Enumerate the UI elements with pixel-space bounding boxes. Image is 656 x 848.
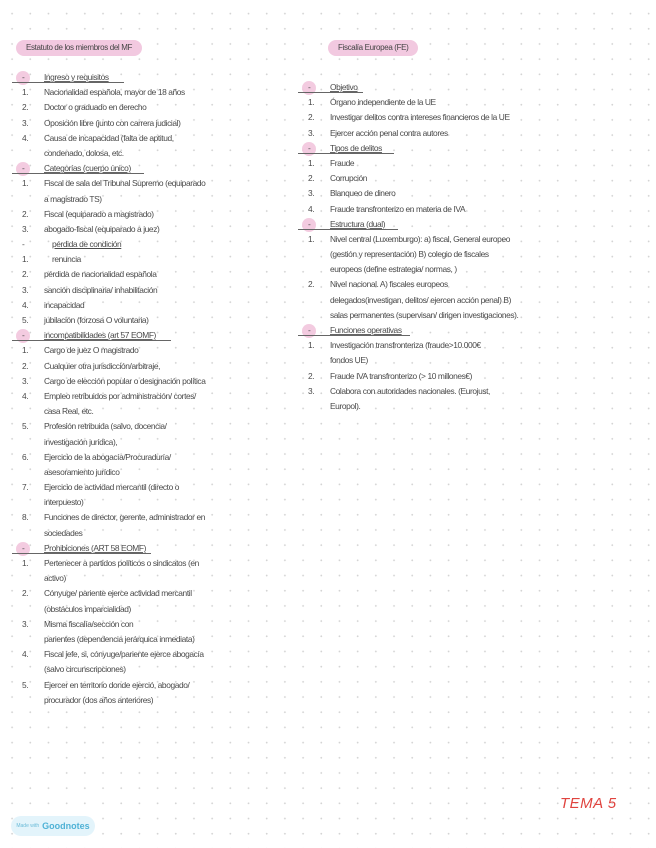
section-heading-text: Funciones operativas <box>330 325 402 335</box>
list-item <box>22 404 312 419</box>
item-number: 1. <box>308 233 315 244</box>
list-item <box>22 359 312 374</box>
item-number: 6. <box>22 451 29 462</box>
list-item <box>22 176 312 191</box>
list-item <box>308 384 648 399</box>
item-number: 4. <box>22 132 29 143</box>
item-text: Europol). <box>330 400 361 411</box>
item-text: Cargo de elección popular o designación política <box>44 375 206 386</box>
item-number: 2. <box>22 360 29 371</box>
list-item <box>22 526 312 541</box>
item-text: fondos UE) <box>330 355 368 366</box>
item-text: parientes (dependencia jerárquica inmediata) <box>44 633 195 644</box>
item-number: 2. <box>22 588 29 599</box>
item-text: Órgano independiente de la UE <box>330 97 436 108</box>
item-text: Investigación transfronteriza (fraude>10.000€ <box>330 340 481 351</box>
item-number: 4. <box>22 649 29 660</box>
item-text: Fraude IVA transfronterizo (> 10 millones€) <box>330 370 473 381</box>
section-heading <box>22 328 312 343</box>
item-number: 2. <box>22 102 29 113</box>
bullet-marker: - <box>22 542 25 553</box>
list-item <box>22 435 312 450</box>
list-item <box>22 480 312 495</box>
list-item <box>22 100 312 115</box>
item-text: Fiscal (equiparado a magistrado) <box>44 208 154 219</box>
item-text: Fiscal jefe, si, cónyuge/pariente ejerce abogacía <box>44 649 204 660</box>
list-item <box>22 116 312 131</box>
item-text: Ejercer acción penal contra autores <box>330 127 448 138</box>
item-number: 8. <box>22 512 29 523</box>
item-text: Cargo de juez O magistrado <box>44 345 139 356</box>
item-text: Pertenecer a partidos políticos o sindicatos (en <box>44 558 199 568</box>
item-text: activo) <box>44 573 66 584</box>
right-column <box>308 80 648 414</box>
list-item <box>22 283 312 298</box>
item-text: Ejercer en territorio donde ejerció, abogado/ <box>44 679 190 690</box>
list-item <box>308 95 648 110</box>
item-text: renuncia <box>52 254 81 265</box>
list-item <box>22 374 312 389</box>
item-number: 2. <box>308 279 315 290</box>
bullet-marker: - <box>308 142 311 153</box>
item-text: Empleo retribuidos por administración/ cortes/ <box>44 390 196 401</box>
list-item <box>22 556 312 571</box>
item-text: Fiscal de sala del Tribunal Supremo (equiparado <box>44 178 206 189</box>
list-item <box>22 207 312 222</box>
item-number: 3. <box>22 117 29 128</box>
item-text: delegados(investigan, delitos/ ejercen acción penal) B) <box>330 294 511 305</box>
item-number: 5. <box>22 315 29 325</box>
section-heading <box>308 80 648 95</box>
badge-prefix: Made with <box>16 823 40 829</box>
item-text: procurador (dos años anteriores) <box>44 694 154 705</box>
item-text: Misma fiscalía/sección con <box>44 618 134 629</box>
right-title: Fiscalía Europea (FE) <box>328 40 418 56</box>
badge-brand: Goodnotes <box>42 821 90 831</box>
item-number: 3. <box>22 618 29 629</box>
bullet-marker: - <box>308 325 311 335</box>
list-item <box>22 252 312 267</box>
item-number: 4. <box>308 203 315 214</box>
section-heading-text: Ingreso y requisitos <box>44 72 109 82</box>
section-heading-text: Estructura (dual) <box>330 218 386 229</box>
list-item <box>22 571 312 586</box>
list-item <box>22 343 312 358</box>
item-text: Profesión retribuida (salvo, docencia/ <box>44 421 167 432</box>
item-number: 5. <box>22 421 29 432</box>
list-item <box>308 110 648 125</box>
item-text: Blanqueo de dinero <box>330 188 396 199</box>
list-item <box>308 202 648 217</box>
list-item <box>22 389 312 404</box>
left-column <box>22 70 312 708</box>
item-text: (gestión y representación) B) colegio de fiscales <box>330 249 489 260</box>
item-number: 5. <box>22 679 29 690</box>
bullet-marker: - <box>22 330 25 341</box>
list-item <box>22 419 312 434</box>
list-item <box>22 237 312 252</box>
item-number: 1. <box>22 558 29 568</box>
item-text: pérdida de nacionalidad española <box>44 269 157 280</box>
bullet-marker: - <box>308 218 311 229</box>
list-item <box>308 277 648 292</box>
list-item <box>308 353 648 368</box>
item-number: 2. <box>22 208 29 219</box>
item-number: 2. <box>308 112 315 123</box>
item-number: 4. <box>22 390 29 401</box>
item-number: 3. <box>308 188 315 199</box>
item-text: interpuesto) <box>44 497 84 508</box>
bullet-marker: - <box>22 163 25 174</box>
section-heading <box>308 141 648 156</box>
list-item <box>308 399 648 414</box>
list-item <box>22 678 312 693</box>
item-number: 7. <box>22 482 29 493</box>
item-number: 4. <box>22 299 29 310</box>
item-number: 3. <box>22 284 29 295</box>
list-item <box>22 693 312 708</box>
item-number: 3. <box>308 385 315 396</box>
item-number: 1. <box>22 87 29 98</box>
item-text: Ejercicio de la abogacía/Procuraduría/ <box>44 451 171 462</box>
item-text: condenado, dolosa, etc. <box>44 147 124 158</box>
item-text: europeos (define estrategia/ normas, ) <box>330 264 457 275</box>
goodnotes-badge[interactable] <box>11 816 95 836</box>
item-number: - <box>22 239 25 250</box>
list-item <box>308 126 648 141</box>
list-item <box>22 602 312 617</box>
section-heading-text: Prohibiciones (ART 58 EOMF) <box>44 542 146 553</box>
item-text: Fraude transfronterizo en materia de IVA <box>330 203 466 214</box>
item-text: asesoramiento jurídico <box>44 466 120 477</box>
item-text: Fraude <box>330 157 355 168</box>
item-text: Cualquier otra jurisdicción/arbitraje, <box>44 360 161 371</box>
list-item <box>308 262 648 277</box>
item-text: casa Real, etc. <box>44 406 94 417</box>
list-item <box>22 632 312 647</box>
list-item <box>22 192 312 207</box>
item-text: abogado-fiscal (equiparado a juez) <box>44 223 160 234</box>
item-number: 3. <box>22 223 29 234</box>
item-text: Nivel nacional. A) fiscales europeos <box>330 279 448 290</box>
bullet-marker: - <box>308 82 311 92</box>
item-text: Oposición libre (junto con carrera judicial) <box>44 117 181 128</box>
item-text: incapacidad <box>44 299 85 310</box>
list-item <box>22 495 312 510</box>
list-item <box>22 146 312 161</box>
list-item <box>308 308 648 323</box>
list-item <box>308 186 648 201</box>
list-item <box>22 617 312 632</box>
item-number: 2. <box>22 269 29 280</box>
list-item <box>22 267 312 282</box>
tema-label: TEMA 5 <box>560 795 617 812</box>
list-item <box>22 586 312 601</box>
section-heading-text: Categorías (cuerpo único) <box>44 163 131 174</box>
list-item <box>22 298 312 313</box>
item-text: sanción disciplinaria/ inhabilitación <box>44 284 158 295</box>
list-item <box>308 247 648 262</box>
item-number: 1. <box>308 97 315 108</box>
list-item <box>22 131 312 146</box>
item-text: (obstáculos imparcialidad) <box>44 603 131 614</box>
item-number: 1. <box>22 345 29 356</box>
list-item <box>22 662 312 677</box>
list-item <box>308 232 648 247</box>
list-item <box>22 510 312 525</box>
list-item <box>22 85 312 100</box>
item-number: 1. <box>22 254 29 265</box>
item-text: Funciones de director, gerente, administrador en <box>44 512 205 523</box>
item-text: Nacionalidad española, mayor de 18 años <box>44 87 185 98</box>
list-item <box>308 171 648 186</box>
item-number: 1. <box>308 340 315 351</box>
item-text: Causa de incapacidad (falta de aptitud, <box>44 132 174 143</box>
item-text: salas permanentes (supervisan/ dirigen investigaciones). <box>330 309 519 320</box>
item-text: Nivel central (Luxemburgo): a) fiscal, General europeo <box>330 233 510 244</box>
item-number: 1. <box>22 178 29 189</box>
list-item <box>308 156 648 171</box>
list-item <box>308 293 648 308</box>
list-item <box>22 647 312 662</box>
section-heading <box>22 70 312 85</box>
item-text: jubilación (forzosa O voluntaria) <box>44 315 149 325</box>
section-heading-text: incompatibilidades (art 57 EOMF) <box>44 330 156 341</box>
item-text: sociedades <box>44 527 83 538</box>
item-number: 3. <box>22 375 29 386</box>
item-number: 3. <box>308 127 315 138</box>
list-item <box>22 313 312 328</box>
section-heading <box>22 161 312 176</box>
section-heading-text: Objetivo <box>330 82 358 92</box>
section-heading <box>308 323 648 338</box>
item-text: Ejercicio de actividad mercantil (directo o <box>44 482 180 493</box>
list-item <box>22 222 312 237</box>
item-number: 2. <box>308 173 315 184</box>
item-number: 1. <box>308 157 315 168</box>
item-text: pérdida de condición <box>52 239 122 250</box>
section-heading <box>22 541 312 556</box>
list-item <box>308 369 648 384</box>
list-item <box>22 450 312 465</box>
item-number: 2. <box>308 370 315 381</box>
item-text: Corrupción <box>330 173 367 184</box>
list-item <box>308 338 648 353</box>
item-text: Cónyuge/ pariente ejerce actividad mercantil <box>44 588 192 599</box>
item-text: Investigar delitos contra intereses financieros de la UE <box>330 112 510 123</box>
list-item <box>22 465 312 480</box>
section-heading <box>308 217 648 232</box>
section-heading-text: Tipos de delitos <box>330 142 382 153</box>
item-text: Colabora con autoridades nacionales. (Eurojust, <box>330 385 490 396</box>
item-text: Doctor o graduado en derecho <box>44 102 147 113</box>
item-text: (salvo circunscripciones) <box>44 664 126 675</box>
bullet-marker: - <box>22 72 25 82</box>
item-text: investigación jurídica), <box>44 436 118 447</box>
item-text: a magistrado TS) <box>44 193 102 204</box>
left-title: Estatuto de los miembros del MF <box>16 40 142 56</box>
